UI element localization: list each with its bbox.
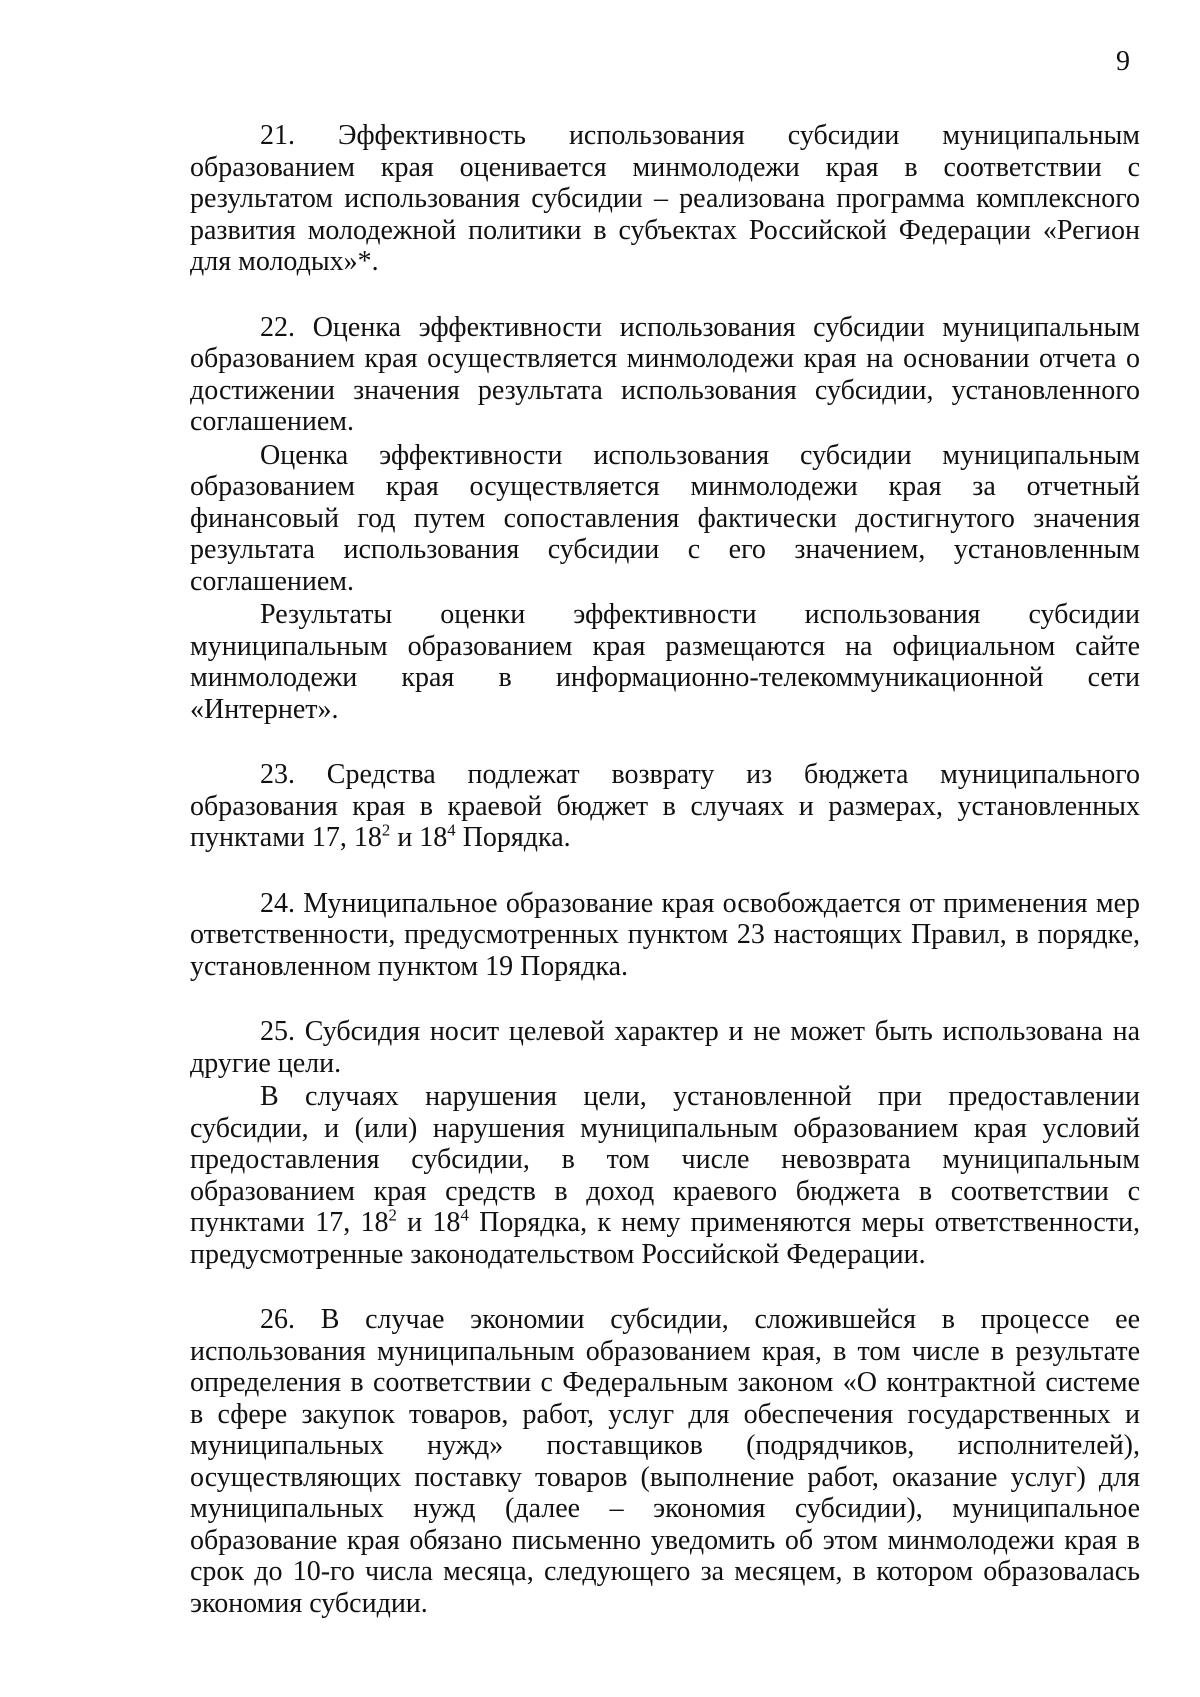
paragraph-23-sup-a: 2	[381, 820, 391, 840]
paragraph-25-sup-b: 4	[460, 1205, 469, 1225]
paragraph-22-results: Результаты оценки эффективности использования субсидии муниципальным образованием края размещаются на официальном сайте минмолодежи края в информационно-телекоммуникационной сети «Интернет».	[190, 599, 1140, 725]
page-number: 9	[1116, 46, 1130, 77]
paragraph-23-text-a: 23. Средства подлежат возврату из бюджета муниципального образования края в краевой бюджет в случаях и размерах, установленных пунктами 17, 18	[190, 759, 1140, 853]
paragraph-23-text-c: Порядка.	[455, 822, 571, 853]
paragraph-23-sup-b: 4	[447, 820, 456, 840]
paragraph-25-text-a: В случаях нарушения цели, установленной при предоставлении субсидии, и (или) нарушения муниципальным образованием края условий предоставления субсидии, в том числе невозврата муниципальным образованием края средств в доход краевого бюджета в соответствии с пунктами 17, 18	[190, 1081, 1140, 1238]
paragraph-22-evaluation: Оценка эффективности использования субсидии муниципальным образованием края осуществляется минмолодежи края за отчетный финансовый год путем сопоставления фактически достигнутого значения результата использования субсидии с его значением, установленным соглашением.	[190, 439, 1140, 597]
paragraph-23-text-b: и 18	[390, 822, 448, 853]
paragraph-25-text-b: и 18	[396, 1207, 461, 1238]
document-body	[190, 120, 1140, 1619]
paragraph-25-violations	[190, 1081, 1140, 1270]
paragraph-21: 21. Эффективность использования субсидии муниципальным образованием края оценивается минмолодежи края в соответствии с результатом использования субсидии – реализована программа комплексного развития молодежной политики в субъектах Российской Федерации «Регион для молодых»*.	[190, 120, 1140, 277]
paragraph-23	[190, 759, 1140, 854]
paragraph-25: 25. Субсидия носит целевой характер и не может быть использована на другие цели.	[190, 1016, 1140, 1079]
paragraph-26: 26. В случае экономии субсидии, сложившейся в процессе ее использования муниципальным образованием края, в том числе в результате определения в соответствии с Федеральным законом «О контрактной системе в сфере закупок товаров, работ, услуг для обеспечения государственных и муниципальных нужд» поставщиков (подрядчиков, исполнителей), осуществляющих поставку товаров (выполнение работ, оказание услуг) для муниципальных нужд (далее – экономия субсидии), муниципальное образование края обязано письменно уведомить об этом минмолодежи края в срок до 10-го числа месяца, следующего за месяцем, в котором образовалась экономия субсидии.	[190, 1304, 1140, 1619]
paragraph-25-text-c: Порядка, к нему применяются меры ответственности, предусмотренные законодательством Российской Федерации.	[190, 1207, 1140, 1270]
paragraph-24: 24. Муниципальное образование края освобождается от применения мер ответственности, предусмотренных пунктом 23 настоящих Правил, в порядке, установленном пунктом 19 Порядка.	[190, 887, 1140, 982]
paragraph-22: 22. Оценка эффективности использования субсидии муниципальным образованием края осуществляется минмолодежи края на основании отчета о достижении значения результата использования субсидии, установленного соглашением.	[190, 311, 1140, 437]
paragraph-25-sup-a: 2	[388, 1205, 397, 1225]
